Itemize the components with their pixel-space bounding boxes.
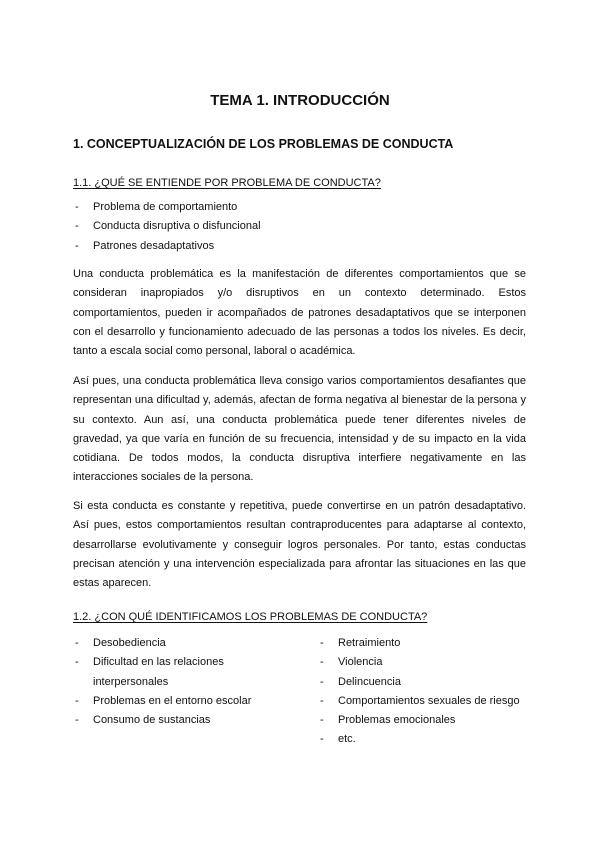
list-item-text: Problema de comportamiento [93, 201, 238, 213]
list-item-text: Desobediencia [93, 637, 166, 649]
dash-marker: - [75, 656, 79, 669]
identifiers-list-right [318, 634, 538, 750]
dash-marker: - [75, 694, 79, 707]
dash-marker: - [320, 637, 324, 649]
dash-marker: - [75, 637, 79, 649]
list-item [73, 692, 273, 711]
list-item-text: Conducta disruptiva o disfuncional [93, 220, 261, 233]
list-item [318, 653, 538, 672]
identifiers-list-left [73, 634, 273, 730]
list-item [318, 634, 538, 653]
subsection-heading-1-1: 1.1. ¿QUÉ SE ENTIENDE POR PROBLEMA DE CONDUCTA? [73, 177, 381, 189]
list-item [318, 711, 538, 730]
list-item-text: Problemas emocionales [338, 714, 456, 727]
paragraph-1: Una conducta problemática es la manifestación de diferentes comportamientos que se consideran inapropiados y/o disruptivos en un contexto determinado. Estos comportamientos, pueden ir acompañados de patrones desadaptativos que se interponen con el desarrollo y funcionamiento adecuado de las personas a todos los niveles. Es decir, tanto a escala social como personal, laboral o académica. [73, 268, 526, 358]
list-item [73, 217, 261, 236]
page-title: TEMA 1. INTRODUCCIÓN [210, 92, 390, 109]
dash-marker: - [75, 201, 79, 213]
list-item [73, 198, 261, 217]
dash-marker: - [75, 714, 79, 727]
list-item [73, 711, 273, 730]
subsection-heading-1-2: 1.2. ¿CON QUÉ IDENTIFICAMOS LOS PROBLEMAS DE CONDUCTA? [73, 611, 428, 623]
list-item-text: Consumo de sustancias [93, 714, 211, 727]
list-item-text: Patrones desadaptativos [93, 239, 215, 252]
dash-marker: - [75, 239, 79, 252]
list-item-text: Comportamientos sexuales de riesgo [338, 694, 520, 707]
list-item-text: etc. [338, 733, 356, 746]
paragraph-2: Así pues, una conducta problemática lleva consigo varios comportamientos desafiantes que representan una dificultad y, además, afectan de forma negativa al bienestar de la persona y su contexto. Aun así, una conducta problemática puede tener diferentes niveles de gravedad, ya que varía en función de su frecuencia, intensidad y de su impacto en la vida cotidiana. De todos modos, la conducta disruptiva interfiere negativamente en las interacciones sociales de la persona. [73, 375, 526, 484]
paragraph-3: Si esta conducta es constante y repetitiva, puede convertirse en un patrón desadaptativo. Así pues, estos comportamientos resultan contraproducentes para adaptarse al contexto, desarrollarse evolutivamente y conseguir logros personales. Por tanto, estas conductas precisan atención y una intervención especializada para afrontar las situaciones en las que estas aparecen. [73, 500, 526, 590]
list-item [73, 653, 273, 692]
list-item [318, 673, 538, 692]
dash-marker: - [320, 714, 324, 727]
dash-marker: - [320, 694, 324, 707]
list-item-text: Dificultad en las relaciones interpersonales [93, 656, 224, 688]
list-item-text: Violencia [338, 656, 383, 669]
dash-marker: - [320, 675, 324, 688]
list-item [318, 730, 538, 749]
section-heading-1: 1. CONCEPTUALIZACIÓN DE LOS PROBLEMAS DE CONDUCTA [73, 137, 454, 151]
bullet-list-terms [73, 198, 261, 256]
dash-marker: - [320, 656, 324, 669]
list-item [73, 634, 273, 653]
list-item-text: Retraimiento [338, 637, 401, 649]
dash-marker: - [320, 733, 324, 746]
dash-marker: - [75, 220, 79, 233]
list-item-text: Problemas en el entorno escolar [93, 694, 252, 707]
list-item [73, 237, 261, 256]
list-item [318, 692, 538, 711]
list-item-text: Delincuencia [338, 675, 401, 688]
